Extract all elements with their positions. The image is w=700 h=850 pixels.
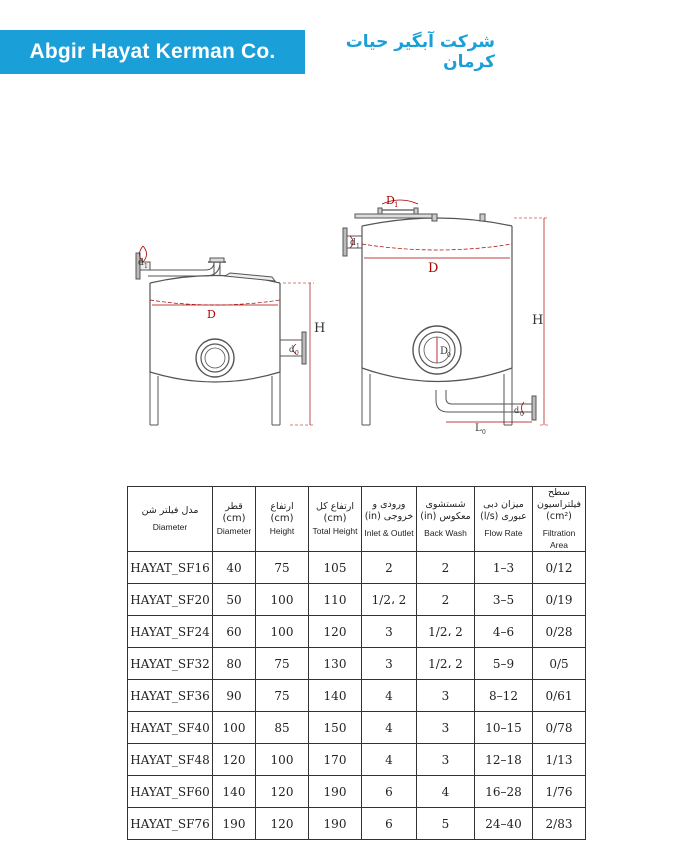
cell-flow-rate: 12–18 bbox=[475, 744, 533, 776]
svg-text:0: 0 bbox=[482, 429, 486, 436]
table-row bbox=[128, 616, 586, 648]
cell-model: HAYAT_SF48 bbox=[128, 744, 213, 776]
header-inlet-outlet: ورودی و خروجی (in) Inlet & Outlet bbox=[362, 487, 417, 552]
cell-filtration-area: 0/28 bbox=[533, 616, 586, 648]
cell-total-height: 110 bbox=[309, 584, 362, 616]
header-filtration-area: سطح فیلتراسیون (cm²) Filtration Area bbox=[533, 487, 586, 552]
table-row bbox=[128, 744, 586, 776]
svg-text:1: 1 bbox=[356, 243, 360, 250]
cell-back-wash: 2 bbox=[417, 584, 475, 616]
cell-diameter: 50 bbox=[213, 584, 256, 616]
label-d1-left: d bbox=[138, 258, 144, 268]
cell-back-wash: 2 ،1/2 bbox=[417, 616, 475, 648]
table-row bbox=[128, 712, 586, 744]
label-D0: D bbox=[440, 346, 449, 357]
cell-filtration-area: 0/12 bbox=[533, 552, 586, 584]
cell-total-height: 190 bbox=[309, 808, 362, 840]
cell-filtration-area: 1/13 bbox=[533, 744, 586, 776]
label-H-right: H bbox=[532, 313, 544, 328]
cell-diameter: 120 bbox=[213, 744, 256, 776]
cell-height: 120 bbox=[256, 808, 309, 840]
cell-flow-rate: 5–9 bbox=[475, 648, 533, 680]
cell-diameter: 140 bbox=[213, 776, 256, 808]
company-banner bbox=[0, 30, 305, 74]
cell-height: 100 bbox=[256, 744, 309, 776]
header-diameter: قطر (cm) Diameter bbox=[213, 487, 256, 552]
table-header-row bbox=[128, 487, 586, 552]
cell-total-height: 130 bbox=[309, 648, 362, 680]
cell-total-height: 190 bbox=[309, 776, 362, 808]
cell-model: HAYAT_SF60 bbox=[128, 776, 213, 808]
specification-table bbox=[127, 486, 586, 840]
cell-inlet-outlet: 2 bbox=[362, 552, 417, 584]
cell-diameter: 190 bbox=[213, 808, 256, 840]
cell-flow-rate: 24–40 bbox=[475, 808, 533, 840]
cell-back-wash: 2 bbox=[417, 552, 475, 584]
cell-total-height: 105 bbox=[309, 552, 362, 584]
cell-flow-rate: 10–15 bbox=[475, 712, 533, 744]
cell-filtration-area: 0/78 bbox=[533, 712, 586, 744]
label-d0-right: d bbox=[514, 406, 520, 415]
cell-filtration-area: 2/83 bbox=[533, 808, 586, 840]
svg-text:1: 1 bbox=[144, 263, 148, 270]
cell-inlet-outlet: 3 bbox=[362, 616, 417, 648]
label-D-right: D bbox=[428, 261, 439, 276]
cell-model: HAYAT_SF16 bbox=[128, 552, 213, 584]
cell-filtration-area: 0/19 bbox=[533, 584, 586, 616]
cell-total-height: 120 bbox=[309, 616, 362, 648]
label-H-left: H bbox=[314, 321, 326, 336]
svg-text:0: 0 bbox=[447, 352, 451, 359]
svg-text:0: 0 bbox=[520, 411, 524, 418]
label-d1-right: d bbox=[350, 238, 356, 248]
cell-height: 75 bbox=[256, 648, 309, 680]
cell-diameter: 60 bbox=[213, 616, 256, 648]
cell-total-height: 150 bbox=[309, 712, 362, 744]
cell-back-wash: 4 bbox=[417, 776, 475, 808]
header-flow-rate: میزان دبی عبوری (l/s) Flow Rate bbox=[475, 487, 533, 552]
svg-text:0: 0 bbox=[295, 350, 299, 357]
cell-inlet-outlet: 4 bbox=[362, 744, 417, 776]
company-name-en: Abgir Hayat Kerman Co. bbox=[29, 40, 276, 63]
header-back-wash: شستشوی معکوس (in) Back Wash bbox=[417, 487, 475, 552]
cell-diameter: 80 bbox=[213, 648, 256, 680]
cell-back-wash: 3 bbox=[417, 680, 475, 712]
cell-inlet-outlet: 6 bbox=[362, 808, 417, 840]
label-D1: D bbox=[386, 194, 395, 207]
svg-text:1: 1 bbox=[394, 201, 399, 209]
filter-tank-drawing bbox=[0, 180, 700, 440]
cell-diameter: 40 bbox=[213, 552, 256, 584]
cell-flow-rate: 3–5 bbox=[475, 584, 533, 616]
cell-inlet-outlet: 4 bbox=[362, 680, 417, 712]
cell-total-height: 170 bbox=[309, 744, 362, 776]
header-height: ارتفاع (cm) Height bbox=[256, 487, 309, 552]
cell-inlet-outlet: 6 bbox=[362, 776, 417, 808]
cell-model: HAYAT_SF40 bbox=[128, 712, 213, 744]
table-row bbox=[128, 552, 586, 584]
cell-diameter: 90 bbox=[213, 680, 256, 712]
cell-height: 75 bbox=[256, 552, 309, 584]
table-row bbox=[128, 648, 586, 680]
cell-model: HAYAT_SF20 bbox=[128, 584, 213, 616]
cell-diameter: 100 bbox=[213, 712, 256, 744]
cell-height: 120 bbox=[256, 776, 309, 808]
table-row bbox=[128, 584, 586, 616]
header-model: مدل فیلتر شن Diameter bbox=[128, 487, 213, 552]
cell-total-height: 140 bbox=[309, 680, 362, 712]
cell-flow-rate: 1–3 bbox=[475, 552, 533, 584]
table-row bbox=[128, 808, 586, 840]
cell-model: HAYAT_SF36 bbox=[128, 680, 213, 712]
cell-filtration-area: 0/5 bbox=[533, 648, 586, 680]
label-d0-left: d bbox=[289, 345, 295, 354]
table-row bbox=[128, 776, 586, 808]
cell-back-wash: 5 bbox=[417, 808, 475, 840]
cell-filtration-area: 0/61 bbox=[533, 680, 586, 712]
cell-height: 100 bbox=[256, 616, 309, 648]
cell-model: HAYAT_SF32 bbox=[128, 648, 213, 680]
table-row bbox=[128, 680, 586, 712]
cell-back-wash: 3 bbox=[417, 712, 475, 744]
cell-inlet-outlet: 3 bbox=[362, 648, 417, 680]
label-D-left: D bbox=[207, 308, 216, 321]
small-tank bbox=[136, 246, 325, 425]
cell-height: 100 bbox=[256, 584, 309, 616]
cell-flow-rate: 16–28 bbox=[475, 776, 533, 808]
company-name-fa: شرکت آبگیر حیات کرمان bbox=[345, 32, 495, 72]
cell-model: HAYAT_SF76 bbox=[128, 808, 213, 840]
cell-model: HAYAT_SF24 bbox=[128, 616, 213, 648]
cell-inlet-outlet: 2 ،1/2 bbox=[362, 584, 417, 616]
large-tank bbox=[343, 194, 548, 436]
cell-height: 75 bbox=[256, 680, 309, 712]
cell-filtration-area: 1/76 bbox=[533, 776, 586, 808]
label-L0: L bbox=[475, 423, 482, 434]
header-total-height: ارتفاع کل (cm) Total Height bbox=[309, 487, 362, 552]
cell-flow-rate: 4–6 bbox=[475, 616, 533, 648]
cell-back-wash: 2 ،1/2 bbox=[417, 648, 475, 680]
cell-height: 85 bbox=[256, 712, 309, 744]
cell-flow-rate: 8–12 bbox=[475, 680, 533, 712]
cell-back-wash: 3 bbox=[417, 744, 475, 776]
cell-inlet-outlet: 4 bbox=[362, 712, 417, 744]
